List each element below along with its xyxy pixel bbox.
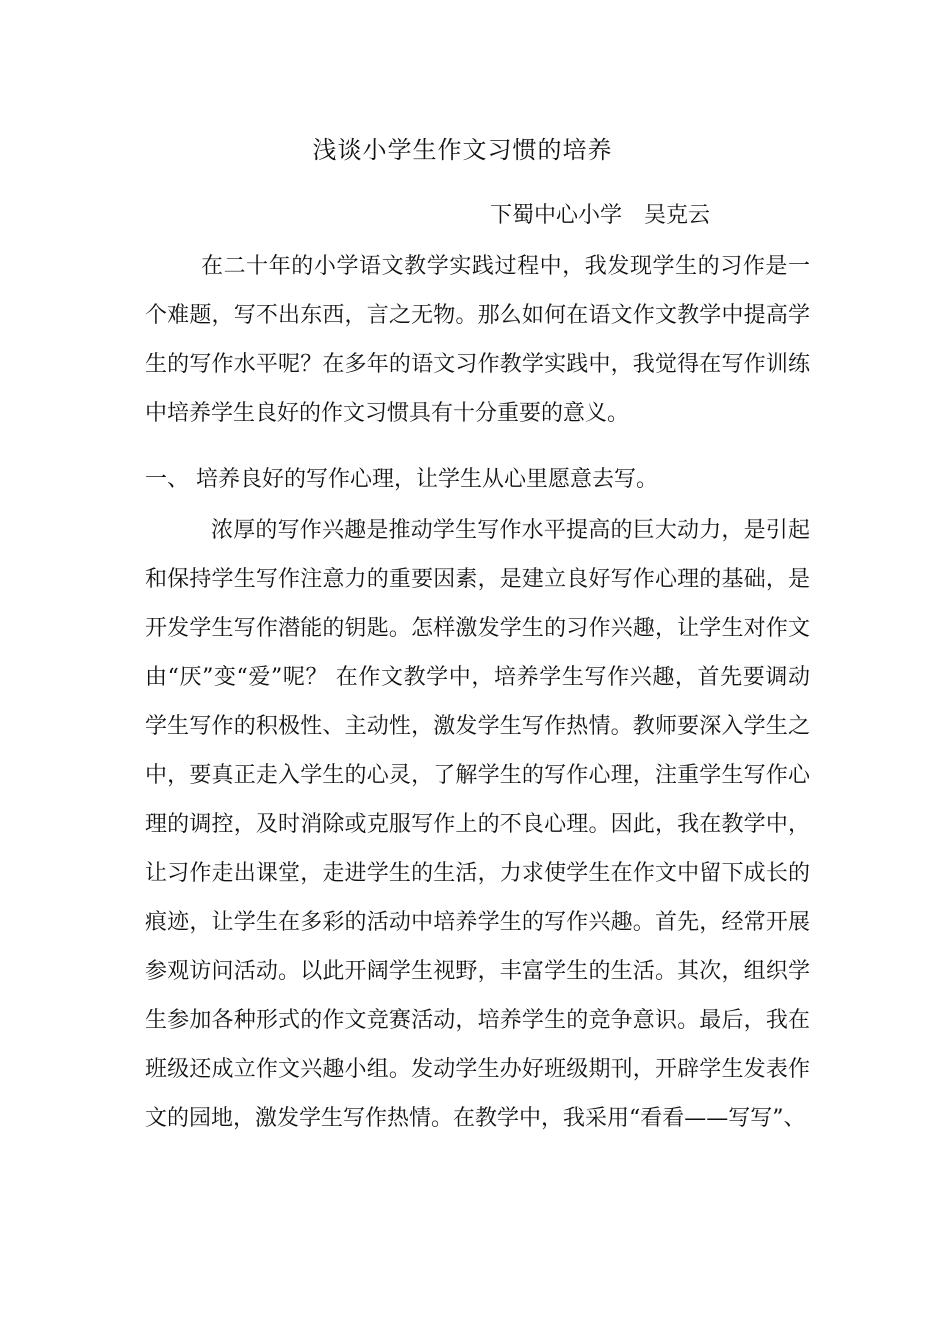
author-line: 下蜀中心小学 吴克云 — [490, 203, 711, 228]
section-paragraph-1: 浓厚的写作兴趣是推动学生写作水平提高的巨大动力，是引起和保持学生写作注意力的重要因素，是建立良好写作心理的基础，是开发学生写作潜能的钥匙。怎样激发学生的习作兴趣，让学生对作文由“厌”变“爱”呢？ 在作文教学中，培养学生写作兴趣，首先要调动学生写作的积极性、主动性，激发学生写作热情。教师要深入学生之中，要真正走入学生的心灵，了解学生的写作心理，注重学生写作心理的调控，及时消除或克服写作上的不良心理。因此，我在教学中，让习作走出课堂，走进学生的生活，力求使学生在作文中留下成长的痕迹，让学生在多彩的活动中培养学生的写作兴趣。首先，经常开展参观访问活动。以此开阔学生视野，丰富学生的生活。其次，组织学生参加各种形式的作文竞赛活动，培养学生的竞争意识。最后，我在班级还成立作文兴趣小组。发动学生办好班级期刊，开辟学生发表作文的园地，激发学生写作热情。在教学中，我采用“看看——写写”、 — [145, 518, 810, 1131]
intro-paragraph: 在二十年的小学语文教学实践过程中，我发现学生的习作是一个难题，写不出东西，言之无物。那么如何在语文作文教学中提高学生的写作水平呢？在多年的语文习作教学实践中，我觉得在写作训练中培养学生良好的作文习惯具有十分重要的意义。 — [145, 254, 810, 426]
document-title: 浅谈小学生作文习惯的培养 — [312, 136, 613, 164]
section-heading-1: 一、 培养良好的写作心理，让学生从心里愿意去写。 — [145, 467, 658, 492]
